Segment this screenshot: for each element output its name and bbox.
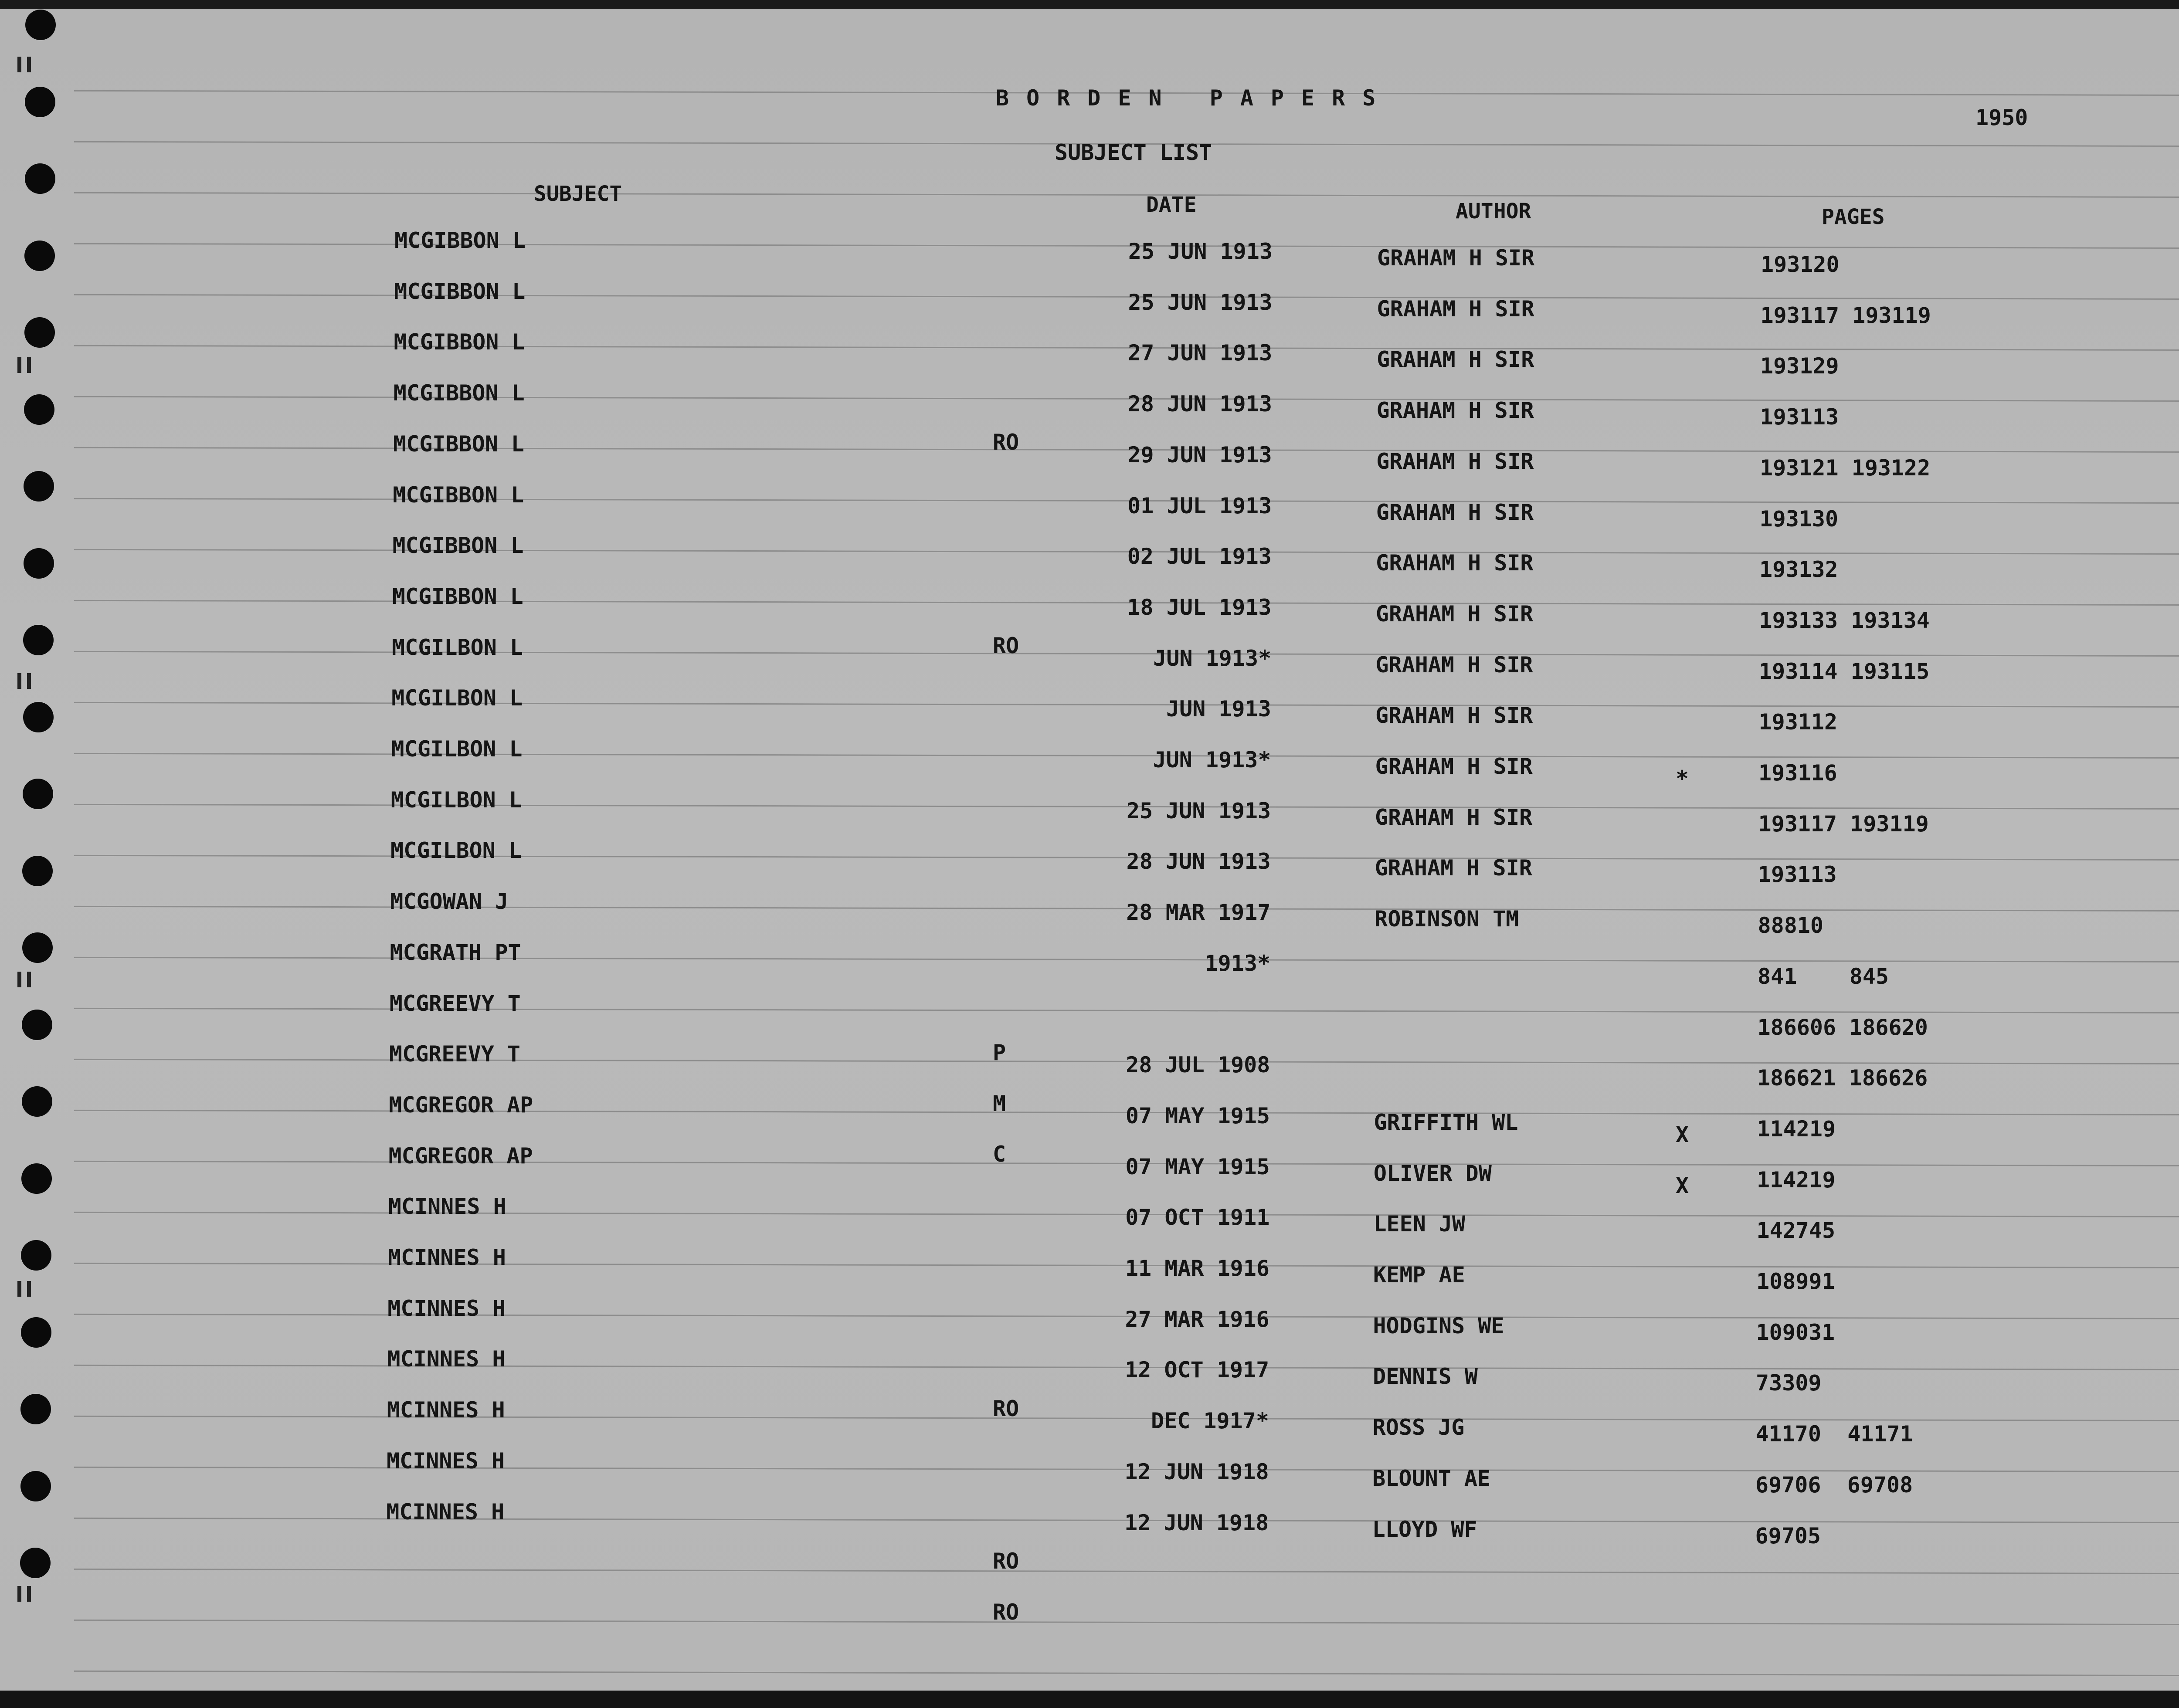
row-author: GRAHAM H SIR — [1376, 448, 1534, 474]
row-subject: MCINNES H — [386, 1499, 505, 1525]
row-pages: 193112 — [1758, 709, 1838, 735]
row-pages: 193114 193115 — [1759, 658, 1930, 684]
row-pages: 69706 69708 — [1755, 1472, 1913, 1498]
row-date: 01 JUL 1913 — [1127, 493, 1272, 518]
scan-border-top — [0, 0, 2179, 9]
row-date: 07 MAY 1915 — [1125, 1154, 1270, 1179]
row-subject: MCGIBBON L — [394, 278, 526, 304]
row-date — [1096, 1001, 1270, 1027]
row-subject: MCGIBBON L — [392, 583, 523, 609]
row-date: JUN 1913* — [1153, 747, 1271, 773]
row-pages: 142745 — [1756, 1218, 1836, 1244]
row-date: 28 JUL 1908 — [1126, 1052, 1270, 1078]
row-mark: X — [1676, 1173, 1689, 1198]
feed-hole — [24, 317, 55, 348]
row-pages: 193113 — [1760, 404, 1839, 430]
row-author: GRAHAM H SIR — [1375, 652, 1533, 678]
row-subject: MCGIBBON L — [394, 329, 525, 355]
perforation-tick — [17, 1586, 21, 1602]
row-code: RO — [993, 633, 1019, 659]
feed-hole — [25, 163, 55, 194]
column-header-pages: PAGES — [1822, 205, 1885, 229]
row-author: GRAHAM H SIR — [1376, 499, 1534, 525]
row-subject: MCINNES H — [388, 1194, 506, 1220]
row-subject: MCGILBON L — [391, 685, 523, 711]
scan-border-bottom — [0, 1691, 2179, 1708]
row-subject: MCGIBBON L — [393, 380, 525, 406]
perforation-tick — [27, 673, 31, 689]
row-author: KEMP AE — [1373, 1262, 1465, 1288]
row-code: RO — [993, 1548, 1019, 1574]
row-subject: MCINNES H — [387, 1448, 505, 1474]
feed-hole — [22, 1086, 52, 1117]
row-date: JUN 1913* — [1153, 645, 1272, 671]
perforation-tick — [17, 357, 21, 373]
row-subject: MCGIBBON L — [392, 533, 524, 559]
row-date: 18 JUL 1913 — [1127, 594, 1272, 620]
row-pages: 88810 — [1758, 913, 1824, 939]
row-pages: 114219 — [1757, 1167, 1836, 1193]
row-date: 12 JUN 1918 — [1124, 1459, 1269, 1484]
row-date: 11 MAR 1916 — [1125, 1256, 1269, 1281]
row-pages: 193117 193119 — [1760, 302, 1931, 328]
row-date: 12 OCT 1917 — [1125, 1357, 1269, 1383]
row-pages: 193116 — [1758, 760, 1837, 786]
feed-hole — [24, 394, 54, 425]
row-author: ROSS JG — [1372, 1415, 1465, 1440]
perforation-tick — [17, 57, 21, 72]
perforation-tick — [27, 357, 31, 373]
row-date: 27 MAR 1916 — [1125, 1306, 1269, 1332]
feed-hole — [21, 1317, 51, 1348]
feed-hole — [25, 10, 56, 40]
row-date: 07 MAY 1915 — [1125, 1103, 1270, 1128]
column-header-date: DATE — [1146, 193, 1197, 217]
row-author: GRAHAM H SIR — [1376, 550, 1534, 576]
row-pages: 193121 193122 — [1760, 455, 1931, 481]
feed-hole — [24, 241, 55, 271]
feed-hole — [23, 779, 53, 809]
row-subject: MCGIBBON L — [393, 482, 524, 508]
row-author: ROBINSON TM — [1375, 906, 1519, 932]
row-author: DENNIS W — [1373, 1364, 1478, 1389]
row-date: 27 JUN 1913 — [1128, 340, 1273, 366]
row-author: LLOYD WF — [1372, 1516, 1477, 1542]
row-author: GRAHAM H SIR — [1377, 347, 1534, 373]
row-date: 07 OCT 1911 — [1125, 1205, 1270, 1230]
row-subject: MCGREGOR AP — [389, 1092, 533, 1118]
perforation-tick — [27, 1586, 31, 1602]
row-subject: MCINNES H — [387, 1397, 505, 1423]
row-date: 02 JUL 1913 — [1127, 544, 1272, 569]
row-code: P — [993, 1040, 1006, 1065]
row-author: GRAHAM H SIR — [1375, 754, 1533, 779]
feed-hole — [20, 1548, 51, 1578]
row-date: 28 JUN 1913 — [1127, 391, 1272, 417]
row-pages: 193113 — [1758, 862, 1837, 888]
feed-hole — [20, 1471, 51, 1501]
row-subject: MCINNES H — [387, 1295, 506, 1321]
row-pages: 114219 — [1757, 1116, 1836, 1142]
feed-hole — [23, 625, 54, 655]
row-subject: MCGREEVY T — [389, 990, 521, 1016]
feed-hole — [22, 932, 53, 963]
row-author: BLOUNT AE — [1372, 1465, 1491, 1491]
row-date: 12 JUN 1918 — [1124, 1510, 1269, 1535]
row-pages: 193129 — [1760, 353, 1839, 379]
ruled-line — [74, 192, 2179, 198]
row-mark: * — [1676, 766, 1689, 791]
row-subject: MCGREGOR AP — [388, 1143, 533, 1169]
row-pages: 193120 — [1761, 252, 1840, 277]
perforation-tick — [27, 972, 31, 987]
report-year: 1950 — [1975, 105, 2028, 130]
row-author: HODGINS WE — [1373, 1313, 1504, 1339]
row-mark: X — [1676, 1122, 1689, 1147]
feed-hole — [21, 1163, 52, 1194]
feed-hole — [25, 87, 55, 117]
row-pages: 186621 186626 — [1757, 1065, 1928, 1091]
row-date: 29 JUN 1913 — [1127, 442, 1272, 468]
row-subject: MCINNES H — [387, 1346, 506, 1372]
row-pages: 109031 — [1756, 1319, 1835, 1345]
row-author: GRAHAM H SIR — [1375, 601, 1534, 627]
row-code: RO — [993, 430, 1019, 455]
feed-hole — [22, 1010, 52, 1040]
report-subtitle: SUBJECT LIST — [1055, 140, 1212, 165]
feed-hole — [22, 856, 53, 886]
feed-hole — [24, 548, 54, 579]
perforation-tick — [27, 57, 31, 72]
row-pages: 41170 41171 — [1755, 1421, 1913, 1447]
row-date: 25 JUN 1913 — [1128, 289, 1273, 315]
feed-hole — [20, 1394, 51, 1424]
row-subject: MCGILBON L — [392, 634, 523, 660]
row-code: RO — [993, 1599, 1019, 1625]
row-date: 25 JUN 1913 — [1128, 239, 1273, 264]
row-subject: MCGILBON L — [390, 838, 522, 864]
row-pages: 69705 — [1755, 1523, 1821, 1549]
row-author: GRAHAM H SIR — [1377, 296, 1534, 322]
row-author: GRAHAM H SIR — [1375, 703, 1533, 729]
column-header-subject: SUBJECT — [534, 182, 622, 206]
row-date: 28 JUN 1913 — [1126, 849, 1271, 874]
perforation-tick — [17, 972, 21, 987]
perforation-tick — [17, 1281, 21, 1297]
row-author: OLIVER DW — [1373, 1160, 1492, 1186]
feed-hole — [24, 471, 54, 502]
row-author: GRAHAM H SIR — [1377, 245, 1535, 271]
row-pages: 193133 193134 — [1759, 607, 1930, 633]
row-subject: MCGREEVY T — [389, 1041, 521, 1067]
row-pages: 73309 — [1756, 1370, 1822, 1396]
feed-hole — [21, 1240, 51, 1271]
ruled-line — [74, 1671, 2179, 1676]
row-pages: 193117 193119 — [1758, 811, 1929, 837]
row-author: GRAHAM H SIR — [1375, 855, 1532, 881]
column-header-author: AUTHOR — [1456, 199, 1531, 224]
row-date: DEC 1917* — [1151, 1408, 1269, 1434]
row-code: M — [993, 1091, 1006, 1116]
row-subject: MCGILBON L — [390, 787, 522, 813]
row-date: 25 JUN 1913 — [1127, 798, 1271, 824]
row-pages: 186606 186620 — [1757, 1014, 1928, 1040]
row-author: GRIFFITH WL — [1374, 1109, 1518, 1135]
row-subject: MCGIBBON L — [393, 431, 525, 457]
row-pages: 193132 — [1759, 557, 1838, 583]
perforation-tick — [17, 673, 21, 689]
row-code: C — [993, 1142, 1006, 1167]
row-pages: 841 845 — [1758, 963, 1889, 989]
row-author: GRAHAM H SIR — [1376, 398, 1534, 424]
row-subject: MCGRATH PT — [390, 939, 521, 965]
row-subject: MCGOWAN J — [390, 889, 509, 915]
row-date: JUN 1913 — [1166, 696, 1271, 722]
row-code: RO — [993, 1396, 1019, 1421]
row-date: 28 MAR 1917 — [1126, 900, 1271, 925]
perforation-tick — [27, 1281, 31, 1297]
report-title: BORDEN PAPERS — [996, 85, 1393, 111]
row-subject: MCGIBBON L — [394, 228, 526, 253]
row-pages: 193130 — [1759, 506, 1839, 532]
feed-hole — [23, 702, 54, 732]
row-subject: MCINNES H — [388, 1245, 506, 1270]
row-pages: 108991 — [1756, 1269, 1835, 1294]
row-subject: MCGILBON L — [391, 736, 523, 762]
row-author: GRAHAM H SIR — [1375, 804, 1533, 830]
ruled-line — [74, 1620, 2179, 1625]
row-author: LEEN JW — [1373, 1211, 1466, 1237]
ruled-line — [74, 1569, 2179, 1574]
row-date: 1913* — [1205, 950, 1271, 976]
